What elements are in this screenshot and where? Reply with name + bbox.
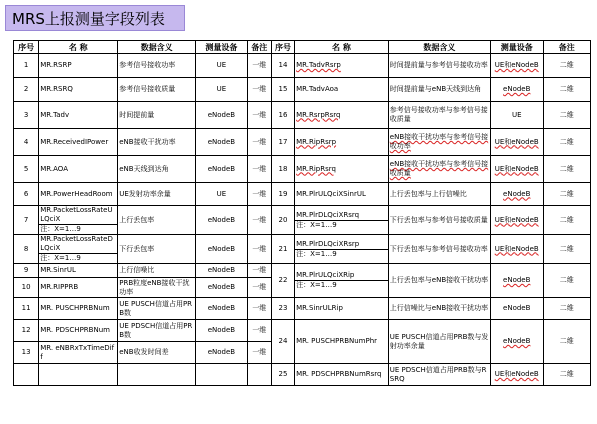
cell-index: 16	[271, 102, 294, 129]
cell-device: UE	[490, 102, 543, 129]
cell-name: MR.RIPPRB	[39, 278, 118, 298]
cell-remark: 二维	[543, 264, 590, 298]
cell-device-text: UE和eNodeB	[494, 215, 539, 224]
cell-device: UE	[196, 78, 248, 102]
table-row	[14, 206, 591, 235]
cell-remark: 一维	[247, 320, 271, 342]
col-header: 数据含义	[118, 41, 196, 54]
table-row	[14, 156, 591, 183]
cell-device: eNodeB	[196, 206, 248, 235]
cell-name: MR. PDSCHPRBNumRsrq	[295, 364, 389, 386]
cell-name: MR.ReceivedIPower	[39, 129, 118, 156]
cell-remark: 一维	[247, 206, 271, 235]
cell-index: 10	[14, 278, 39, 298]
table-row	[14, 102, 591, 129]
cell-name: MR.SinrULRip	[295, 298, 389, 320]
cell-index: 11	[14, 298, 39, 320]
cell-name-text: MR.RipRsrp	[296, 137, 337, 146]
cell-remark: 一维	[247, 78, 271, 102]
cell-device	[490, 206, 543, 235]
table-row	[14, 298, 591, 320]
cell-device: eNodeB	[196, 264, 248, 278]
cell-index: 8	[14, 235, 39, 264]
cell-meaning: 上行丢包率与eNB接收干扰功率	[388, 264, 490, 298]
col-header: 备注	[543, 41, 590, 54]
cell-device	[490, 54, 543, 78]
col-header: 序号	[271, 41, 294, 54]
cell-remark: 二维	[543, 156, 590, 183]
cell-name-text: MR.PlrDLQciXRsrq	[296, 210, 360, 219]
cell-device: eNodeB	[490, 298, 543, 320]
cell-meaning: 下行丢包率	[118, 235, 196, 264]
cell-name	[295, 102, 389, 129]
cell-index: 3	[14, 102, 39, 129]
cell-device: eNodeB	[196, 298, 248, 320]
cell-meaning: 参考信号接收功率	[118, 54, 196, 78]
cell-device-text: UE和eNodeB	[494, 370, 539, 378]
cell-name: MR.RSRQ	[39, 78, 118, 102]
cell-index: 1	[14, 54, 39, 78]
cell-note: 注：X=1…9	[295, 249, 388, 259]
cell-meaning: 下行丢包率与参考信号接收功率	[388, 235, 490, 264]
cell-remark: 一维	[247, 102, 271, 129]
header-row	[14, 41, 591, 54]
cell-remark: 二维	[543, 320, 590, 364]
table-row	[14, 129, 591, 156]
empty-cell	[39, 364, 118, 386]
page-title: MRS上报测量字段列表	[5, 5, 185, 31]
cell-index: 24	[271, 320, 294, 364]
cell-device: eNodeB	[196, 342, 248, 364]
col-header: 数据含义	[388, 41, 490, 54]
cell-device-text: UE和eNodeB	[494, 137, 539, 146]
cell-name-text: MR.PlrULQciXRip	[296, 271, 355, 279]
cell-device-text: eNodeB	[503, 276, 531, 284]
cell-device	[490, 78, 543, 102]
table-row	[14, 320, 591, 342]
col-header: 名 称	[39, 41, 118, 54]
cell-index: 25	[271, 364, 294, 386]
cell-meaning: 下行丢包率与参考信号接收质量	[388, 206, 490, 235]
cell-remark: 二维	[543, 298, 590, 320]
cell-device: eNodeB	[196, 235, 248, 264]
cell-meaning: 上行信噪比	[118, 264, 196, 278]
empty-cell	[247, 364, 271, 386]
cell-index: 7	[14, 206, 39, 235]
cell-remark: 二维	[543, 183, 590, 206]
cell-name: MR.Tadv	[39, 102, 118, 129]
table-row	[14, 78, 591, 102]
cell-name-text: MR.RsrpRsrq	[296, 110, 341, 119]
cell-index: 2	[14, 78, 39, 102]
cell-meaning: UE PDSCH信道占用PRB数	[118, 320, 196, 342]
cell-remark: 二维	[543, 364, 590, 386]
cell-name: MR. PUSCHPRBNumPhr	[295, 320, 389, 364]
cell-meaning: PRB粒度eNB接收干扰功率	[118, 278, 196, 298]
cell-device: UE	[196, 54, 248, 78]
cell-note: 注：X=1…9	[39, 224, 117, 234]
cell-device-text: UE和eNodeB	[494, 164, 539, 173]
col-header: 名 称	[295, 41, 389, 54]
cell-note: 注：X=1…9	[295, 280, 388, 290]
cell-meaning: eNB天线到达角	[118, 156, 196, 183]
cell-index: 12	[14, 320, 39, 342]
cell-name: MR. eNBRxTxTimeDiff	[39, 342, 118, 364]
cell-device-text: eNodeB	[503, 85, 531, 93]
cell-remark: 一维	[247, 298, 271, 320]
cell-name	[295, 129, 389, 156]
cell-meaning: 时间提前量	[118, 102, 196, 129]
table-row	[14, 235, 591, 264]
cell-meaning: UE发射功率余量	[118, 183, 196, 206]
cell-index: 18	[271, 156, 294, 183]
cell-remark: 二维	[543, 129, 590, 156]
cell-name	[295, 264, 389, 298]
cell-device	[490, 235, 543, 264]
cell-remark: 一维	[247, 183, 271, 206]
empty-cell	[14, 364, 39, 386]
cell-device	[490, 364, 543, 386]
cell-device	[490, 183, 543, 206]
mrs-field-table	[13, 40, 591, 386]
cell-remark: 二维	[543, 54, 590, 78]
cell-index: 21	[271, 235, 294, 264]
table-row	[14, 183, 591, 206]
cell-index: 5	[14, 156, 39, 183]
cell-remark: 二维	[543, 102, 590, 129]
cell-device	[490, 320, 543, 364]
cell-name	[295, 156, 389, 183]
cell-index: 14	[271, 54, 294, 78]
cell-device-text: eNodeB	[503, 337, 531, 345]
cell-name	[39, 206, 118, 235]
cell-meaning: eNB收发时间差	[118, 342, 196, 364]
cell-meaning: UE PDSCH信道占用PRB数与RSRQ	[388, 364, 490, 386]
cell-name: MR. PDSCHPRBNum	[39, 320, 118, 342]
cell-index: 20	[271, 206, 294, 235]
cell-remark: 一维	[247, 278, 271, 298]
cell-name: MR.TadvAoa	[295, 78, 389, 102]
cell-note: 注：X=1…9	[39, 253, 117, 263]
cell-index: 17	[271, 129, 294, 156]
cell-meaning-text: eNB接收干扰功率与参考信号接收功率	[389, 133, 489, 150]
cell-device: eNodeB	[196, 102, 248, 129]
cell-note: 注：X=1…9	[295, 220, 388, 230]
col-header: 序号	[14, 41, 39, 54]
cell-remark: 二维	[543, 206, 590, 235]
cell-name: MR.PowerHeadRoom	[39, 183, 118, 206]
cell-name-text: MR.RipRsrq	[296, 164, 336, 173]
cell-remark: 一维	[247, 156, 271, 183]
cell-index: 9	[14, 264, 39, 278]
cell-remark: 一维	[247, 342, 271, 364]
cell-device: UE	[196, 183, 248, 206]
cell-name: MR.PlrULQciXSinrUL	[295, 183, 389, 206]
cell-name: MR.AOA	[39, 156, 118, 183]
cell-meaning: eNB接收干扰功率	[118, 129, 196, 156]
cell-meaning	[388, 156, 490, 183]
cell-device-text: eNodeB	[503, 189, 531, 198]
table-row	[14, 54, 591, 78]
cell-meaning: UE PUSCH信道占用PRB数与发射功率余量	[388, 320, 490, 364]
cell-device	[490, 264, 543, 298]
cell-remark: 一维	[247, 264, 271, 278]
cell-device: eNodeB	[196, 278, 248, 298]
col-header: 测量设备	[490, 41, 543, 54]
col-header: 测量设备	[196, 41, 248, 54]
cell-remark: 一维	[247, 129, 271, 156]
cell-meaning: UE PUSCH信道占用PRB数	[118, 298, 196, 320]
col-header: 备注	[247, 41, 271, 54]
cell-name: MR.RSRP	[39, 54, 118, 78]
table-row	[14, 264, 591, 278]
cell-meaning: 上行信噪比与eNB接收干扰功率	[388, 298, 490, 320]
cell-index: 23	[271, 298, 294, 320]
cell-meaning: 上行丢包率与上行信噪比	[388, 183, 490, 206]
cell-name	[295, 235, 389, 264]
cell-meaning	[388, 129, 490, 156]
cell-meaning: 参考信号接收功率与参考信号接收质量	[388, 102, 490, 129]
cell-device: eNodeB	[196, 320, 248, 342]
cell-index: 19	[271, 183, 294, 206]
cell-name-text: MR.PacketLossRateDLQciX	[40, 235, 113, 252]
cell-remark: 一维	[247, 54, 271, 78]
empty-cell	[196, 364, 248, 386]
cell-device-text: UE和eNodeB	[494, 244, 539, 253]
cell-meaning: 参考信号接收质量	[118, 78, 196, 102]
cell-index: 13	[14, 342, 39, 364]
cell-name	[295, 206, 389, 235]
cell-device: eNodeB	[196, 129, 248, 156]
cell-meaning: 时间提前量与eNB天线到达角	[388, 78, 490, 102]
cell-device	[490, 156, 543, 183]
cell-name-text: MR.TadvRsrp	[296, 61, 341, 69]
cell-index: 4	[14, 129, 39, 156]
cell-device: eNodeB	[196, 156, 248, 183]
cell-name-text: MR.PlrDLQciXRsrp	[296, 239, 360, 248]
cell-meaning: 上行丢包率	[118, 206, 196, 235]
cell-meaning-text: eNB接收干扰功率与参考信号接收质量	[389, 160, 489, 177]
cell-remark: 二维	[543, 78, 590, 102]
cell-remark: 二维	[543, 235, 590, 264]
cell-remark: 一维	[247, 235, 271, 264]
cell-index: 15	[271, 78, 294, 102]
cell-index: 22	[271, 264, 294, 298]
cell-name	[295, 54, 389, 78]
cell-name: MR.SinrUL	[39, 264, 118, 278]
cell-index: 6	[14, 183, 39, 206]
cell-device	[490, 129, 543, 156]
cell-name-text: MR.PacketLossRateULQciX	[40, 206, 113, 223]
cell-name: MR. PUSCHPRBNum	[39, 298, 118, 320]
empty-cell	[118, 364, 196, 386]
cell-device-text: UE和eNodeB	[494, 61, 539, 69]
table-row	[14, 364, 591, 386]
cell-name	[39, 235, 118, 264]
cell-meaning: 时间提前量与参考信号接收功率	[388, 54, 490, 78]
